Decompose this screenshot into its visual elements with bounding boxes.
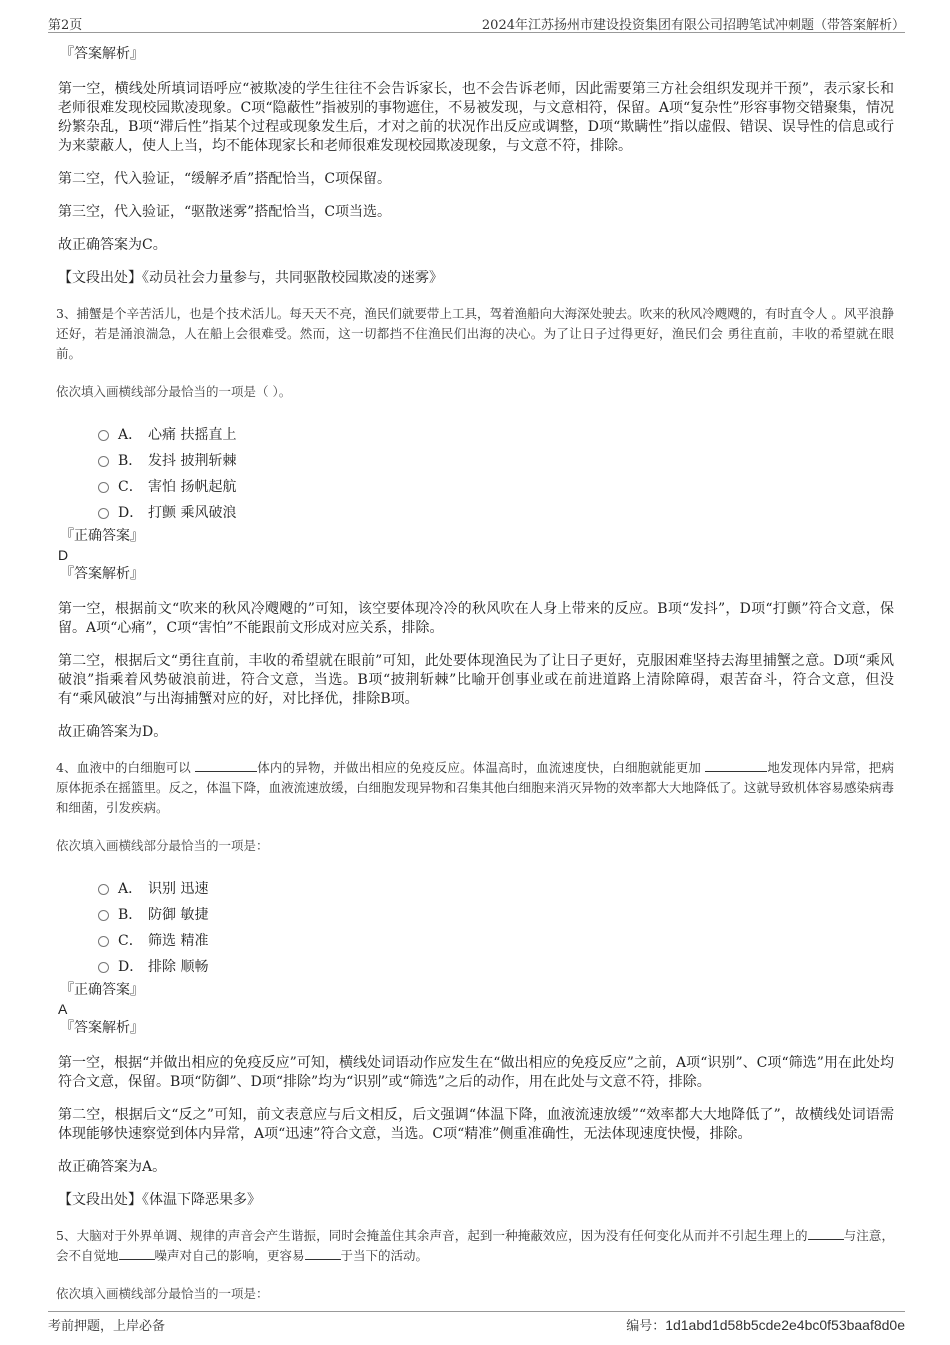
footer-slogan: 考前押题，上岸必备 xyxy=(48,1319,166,1334)
question-4-hint: 依次填入画横线部分最恰当的一项是： xyxy=(56,838,269,853)
question-3-stem: 3、捕蟹是个辛苦活儿，也是个技术活儿。每天天不亮，渔民们就要带上工具，驾着渔船向大海深处驶去。吹来的秋风冷飕飕的，有时直令人 。风平浪静还好，若是涌浪湍急，人在船上会很难受。然而，这一切都挡不住渔民们出海的决心。为了让日子过得更好，渔民们会 勇往直前，丰收的希望就在眼前。 xyxy=(56,306,894,361)
analysis-paragraph: 第一空，根据“并做出相应的免疫反应”可知，横线处词语动作应发生在“做出相应的免疫反应”之前，A项“识别”、C项“筛选”用在此处均符合文意，保留。B项“防御”、D项“排除”均为“识别”或“筛选”之后的动作，用在此处与文意不符，排除。 xyxy=(58,1055,894,1090)
radio-icon[interactable] xyxy=(98,508,109,519)
answer-conclusion: 故正确答案为C。 xyxy=(58,237,167,253)
question-5-stem: 5、大脑对于外界单调、规律的声音会产生谐振，同时会掩盖住其余声音，起到一种掩蔽效应，因为没有任何变化从而并不引起生理上的 与注意，会不自觉地 噪声对自己的影响，更容易 于当下的活动。 xyxy=(56,1228,894,1263)
question-4-options xyxy=(98,876,894,980)
source-title: 《体温下降恶果多》 xyxy=(142,1192,261,1208)
radio-icon[interactable] xyxy=(98,456,109,467)
option-c[interactable]: C． 害怕 扬帆起航 xyxy=(98,474,894,500)
source-title: 《动员社会力量参与，共同驱散校园欺凌的迷雾》 xyxy=(142,270,443,286)
option-c[interactable]: C． 筛选 精准 xyxy=(98,928,894,954)
page-header xyxy=(48,12,905,33)
analysis-label: 『答案解析』 xyxy=(60,46,144,62)
option-d[interactable]: D． 排除 顺畅 xyxy=(98,954,894,980)
source-label: 【文段出处】 xyxy=(58,270,142,286)
analysis-paragraph: 第二空，根据后文“勇往直前，丰收的希望就在眼前”可知，此处要体现渔民为了让日子更好，克服困难坚持去海里捕蟹之意。D项“乘风破浪”指乘着风势破浪前进，符合文意，当选。B项“披荆斩棘”比喻开创事业或在前进道路上清除障碍，艰苦奋斗，符合文意，但没有“乘风破浪”与出海捕蟹对应的好，对比择优，排除B项。 xyxy=(58,653,894,707)
correct-answer-label: 『正确答案』 xyxy=(60,982,144,998)
radio-icon[interactable] xyxy=(98,910,109,921)
page-number: 第2页 xyxy=(48,18,83,33)
radio-icon[interactable] xyxy=(98,430,109,441)
option-b[interactable]: B． 发抖 披荆斩棘 xyxy=(98,448,894,474)
source-line xyxy=(58,269,894,288)
option-d[interactable]: D． 打颤 乘风破浪 xyxy=(98,500,894,526)
radio-icon[interactable] xyxy=(98,884,109,895)
analysis-paragraph: 第三空，代入验证，“驱散迷雾”搭配恰当，C项当选。 xyxy=(58,204,392,220)
option-a[interactable]: A． 识别 迅速 xyxy=(98,876,894,902)
question-3-hint: 依次填入画横线部分最恰当的一项是（ ）。 xyxy=(56,384,292,399)
radio-icon[interactable] xyxy=(98,962,109,973)
option-b[interactable]: B． 防御 敏捷 xyxy=(98,902,894,928)
question-5-hint: 依次填入画横线部分最恰当的一项是： xyxy=(56,1286,269,1301)
correct-answer: A xyxy=(58,1001,68,1017)
document-title: 2024年江苏扬州市建设投资集团有限公司招聘笔试冲刺题（带答案解析） xyxy=(481,18,905,33)
question-4-stem: 4、血液中的白细胞可以 体内的异物，并做出相应的免疫反应。体温高时，血流速度快，白细胞就能更加 地发现体内异常，把病原体扼杀在摇篮里。反之，体温下降，血液流速放缓，白细胞发现异物和召集其他白细胞来消灭异物的效率都大大地降低了。这就导致机体容易感染病毒和细菌，引发疾病。 xyxy=(56,760,894,815)
page-footer xyxy=(48,1311,905,1334)
source-label: 【文段出处】 xyxy=(58,1192,142,1208)
page-content xyxy=(56,44,894,1304)
analysis-label: 『答案解析』 xyxy=(60,566,144,582)
blank-line xyxy=(705,758,767,772)
answer-conclusion: 故正确答案为D。 xyxy=(58,724,168,740)
correct-answer: D xyxy=(58,547,69,563)
analysis-paragraph: 第二空，根据后文“反之”可知，前文表意应与后文相反，后文强调“体温下降，血液流速放缓”“效率都大大地降低了”，故横线处词语需体现能够快速察觉到体内异常，A项“迅速”符合文意，当选。C项“精准”侧重准确性，无法体现速度快慢，排除。 xyxy=(58,1107,894,1142)
blank-line xyxy=(119,1246,155,1260)
question-3-options xyxy=(98,422,894,526)
analysis-paragraph: 第一空，根据前文“吹来的秋风冷飕飕的”可知，该空要体现冷冷的秋风吹在人身上带来的反应。B项“发抖”，D项“打颤”符合文意，保留。A项“心痛”，C项“害怕”不能跟前文形成对应关系，排除。 xyxy=(58,601,894,636)
source-line xyxy=(58,1191,894,1210)
radio-icon[interactable] xyxy=(98,936,109,947)
blank-line xyxy=(305,1246,341,1260)
answer-conclusion: 故正确答案为A。 xyxy=(58,1159,167,1175)
blank-line xyxy=(195,758,257,772)
analysis-paragraph: 第一空，横线处所填词语呼应“被欺凌的学生往往不会告诉家长，也不会告诉老师，因此需要第三方社会组织发现并干预”，表示家长和老师很难发现校园欺凌现象。C项“隐蔽性”指被别的事物遮住，不易被发现，与文意相符，保留。A项“复杂性”形容事物交错聚集，情况纷繁杂乱，B项“滞后性”指某个过程或现象发生后，才对之前的状况作出反应或调整，D项“欺瞒性”指以虚假、错误、误导性的信息或行为来蒙蔽人，使人上当，均不能体现家长和老师很难发现校园欺凌现象，与文意不符，排除。 xyxy=(58,81,894,154)
analysis-label: 『答案解析』 xyxy=(60,1020,144,1036)
analysis-paragraph: 第二空，代入验证，“缓解矛盾”搭配恰当，C项保留。 xyxy=(58,171,392,187)
blank-line xyxy=(808,1226,844,1240)
radio-icon[interactable] xyxy=(98,482,109,493)
option-a[interactable]: A． 心痛 扶摇直上 xyxy=(98,422,894,448)
document-id: 编号：1d1abd1d58b5cde2e4bc0f53baaf8d0e xyxy=(626,1317,905,1334)
correct-answer-label: 『正确答案』 xyxy=(60,528,144,544)
